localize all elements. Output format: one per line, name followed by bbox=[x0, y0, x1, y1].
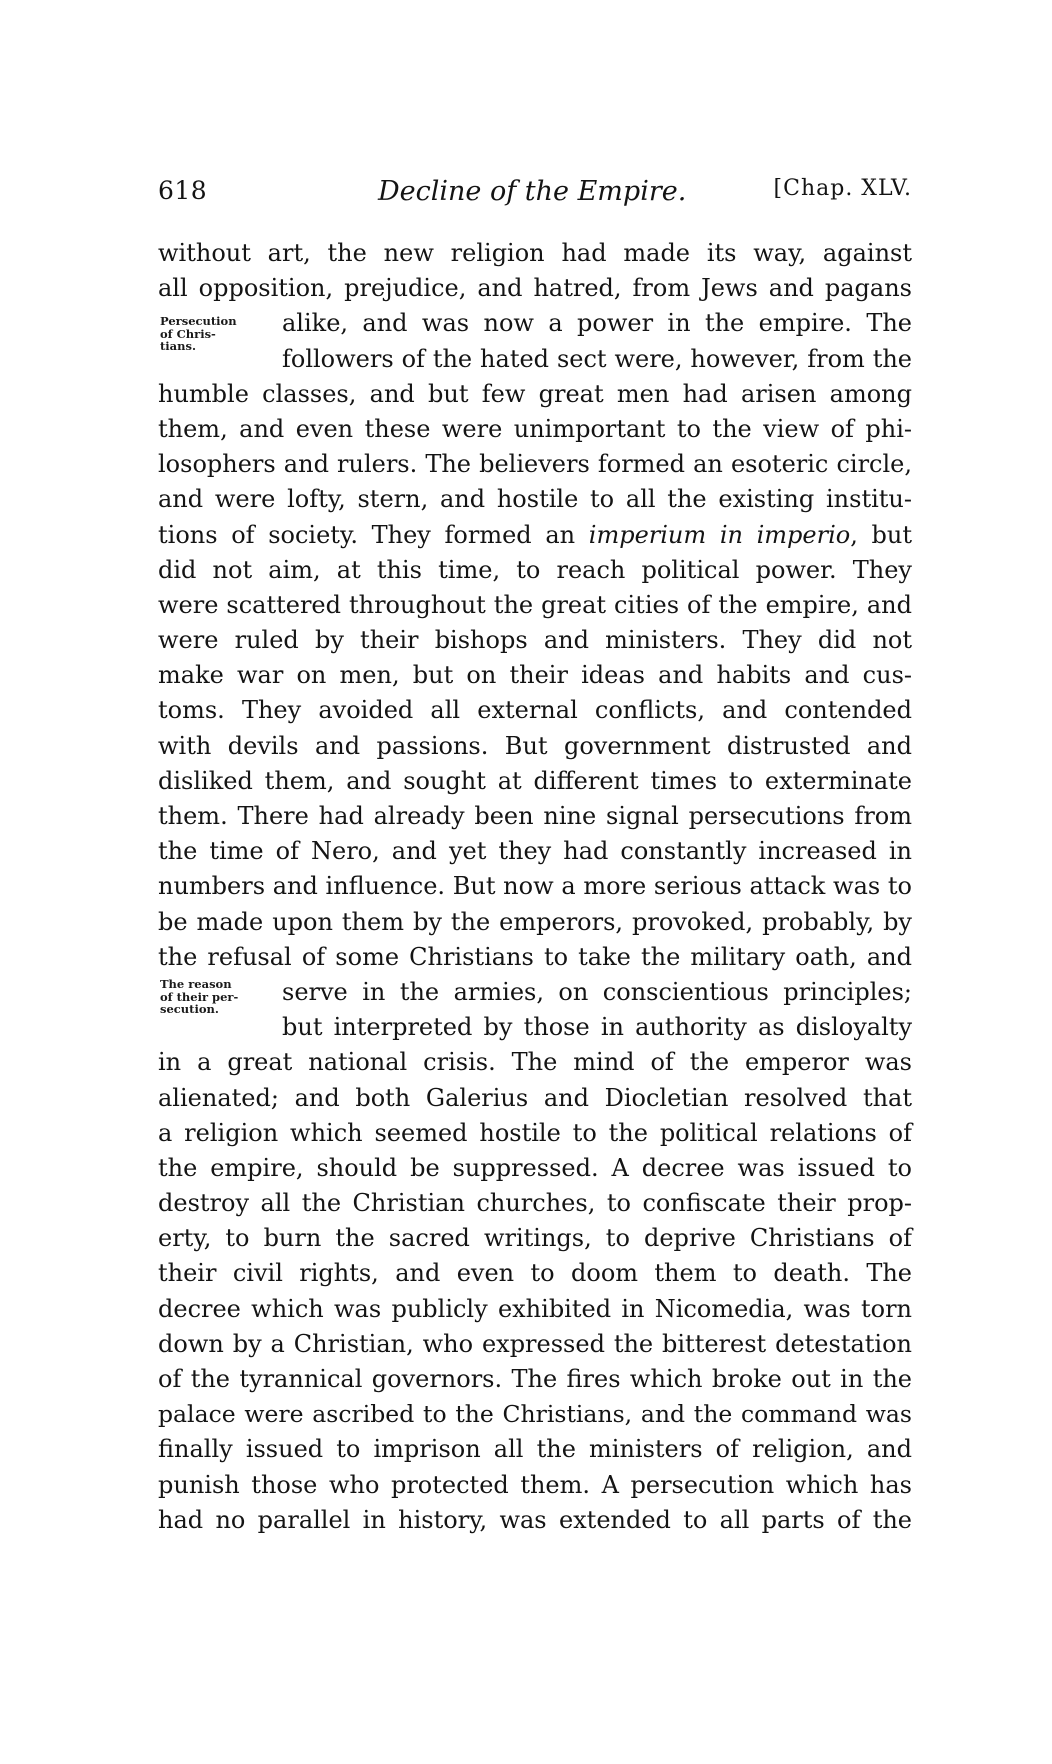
text-line: them. There had already been nine signal persecutions from bbox=[158, 802, 912, 830]
text-line: a religion which seemed hostile to the political relations of bbox=[158, 1118, 912, 1147]
text-line: followers of the hated sect were, however, from the bbox=[282, 344, 912, 373]
text-line: down by a Christian, who expressed the bitterest detestation bbox=[158, 1329, 912, 1358]
text-line: destroy all the Christian churches, to confiscate their prop- bbox=[158, 1189, 912, 1218]
text-line: numbers and influence. But now a more serious attack was to bbox=[158, 872, 912, 901]
text-line: the time of Nero, and yet they had constantly increased in bbox=[158, 837, 912, 866]
text-line: disliked them, and sought at different times to exterminate bbox=[158, 766, 912, 795]
text-line: and were lofty, stern, and hostile to all the existing institu- bbox=[158, 485, 912, 514]
text-line: of the tyrannical governors. The fires which broke out in the bbox=[158, 1365, 912, 1393]
text-line: make war on men, but on their ideas and habits and cus- bbox=[158, 661, 912, 690]
text-line: humble classes, and but few great men had arisen among bbox=[158, 379, 912, 408]
margin-note-line: Persecution bbox=[160, 314, 237, 328]
text-line: punish those who protected them. A persecution which has bbox=[158, 1470, 912, 1499]
margin-note-line: secution. bbox=[160, 1002, 219, 1016]
margin-note-line: of Chris- bbox=[160, 326, 216, 341]
text-line: the refusal of some Christians to take the military oath, and bbox=[158, 942, 912, 971]
text-line: serve in the armies, on conscientious principles; bbox=[282, 977, 912, 1006]
text-line: with devils and passions. But government distrusted and bbox=[158, 731, 912, 760]
body-text bbox=[158, 236, 912, 1538]
text-line: alike, and was now a power in the empire. The bbox=[282, 309, 912, 338]
text-line: be made upon them by the emperors, provoked, probably, by bbox=[158, 907, 912, 936]
chapter-reference: [Chap. XLV. bbox=[773, 176, 912, 201]
text-line: erty, to burn the sacred writings, to deprive Christians of bbox=[158, 1224, 912, 1253]
text-line: without art, the new religion had made its way, against bbox=[158, 239, 912, 267]
page-number: 618 bbox=[158, 176, 208, 205]
text-line: tions of society. They formed an imperium in imperio, but bbox=[158, 520, 913, 549]
text-line: were ruled by their bishops and ministers. They did not bbox=[158, 626, 912, 655]
text-line: the empire, should be suppressed. A decree was issued to bbox=[158, 1153, 912, 1182]
text-line: finally issued to imprison all the ministers of religion, and bbox=[158, 1435, 912, 1464]
text-line: alienated; and both Galerius and Diocletian resolved that bbox=[158, 1083, 912, 1112]
text-line: were scattered throughout the great cities of the empire, and bbox=[158, 590, 912, 619]
text-line: toms. They avoided all external conflicts, and contended bbox=[158, 696, 912, 725]
text-line: in a great national crisis. The mind of the emperor was bbox=[158, 1048, 912, 1077]
running-title: Decline of the Empire. bbox=[378, 176, 687, 207]
text-line: did not aim, at this time, to reach political power. They bbox=[158, 555, 912, 584]
text-line: all opposition, prejudice, and hatred, from Jews and pagans bbox=[158, 274, 912, 303]
text-line: them, and even these were unimportant to the view of phi- bbox=[158, 414, 912, 443]
text-line: their civil rights, and even to doom them to death. The bbox=[158, 1259, 912, 1288]
margin-note-line: of their per- bbox=[160, 989, 239, 1004]
text-line: but interpreted by those in authority as disloyalty bbox=[282, 1013, 912, 1042]
text-line: losophers and rulers. The believers formed an esoteric circle, bbox=[158, 450, 912, 479]
text-line: palace were ascribed to the Christians, and the command was bbox=[158, 1400, 912, 1429]
text-line: decree which was publicly exhibited in Nicomedia, was torn bbox=[158, 1294, 912, 1323]
latin-phrase: imperium in imperio bbox=[588, 520, 851, 549]
text-line: had no parallel in history, was extended to all parts of the bbox=[158, 1505, 912, 1534]
margin-note-line: The reason bbox=[160, 977, 232, 991]
page-header bbox=[158, 176, 912, 216]
margin-note-line: tians. bbox=[160, 339, 196, 353]
